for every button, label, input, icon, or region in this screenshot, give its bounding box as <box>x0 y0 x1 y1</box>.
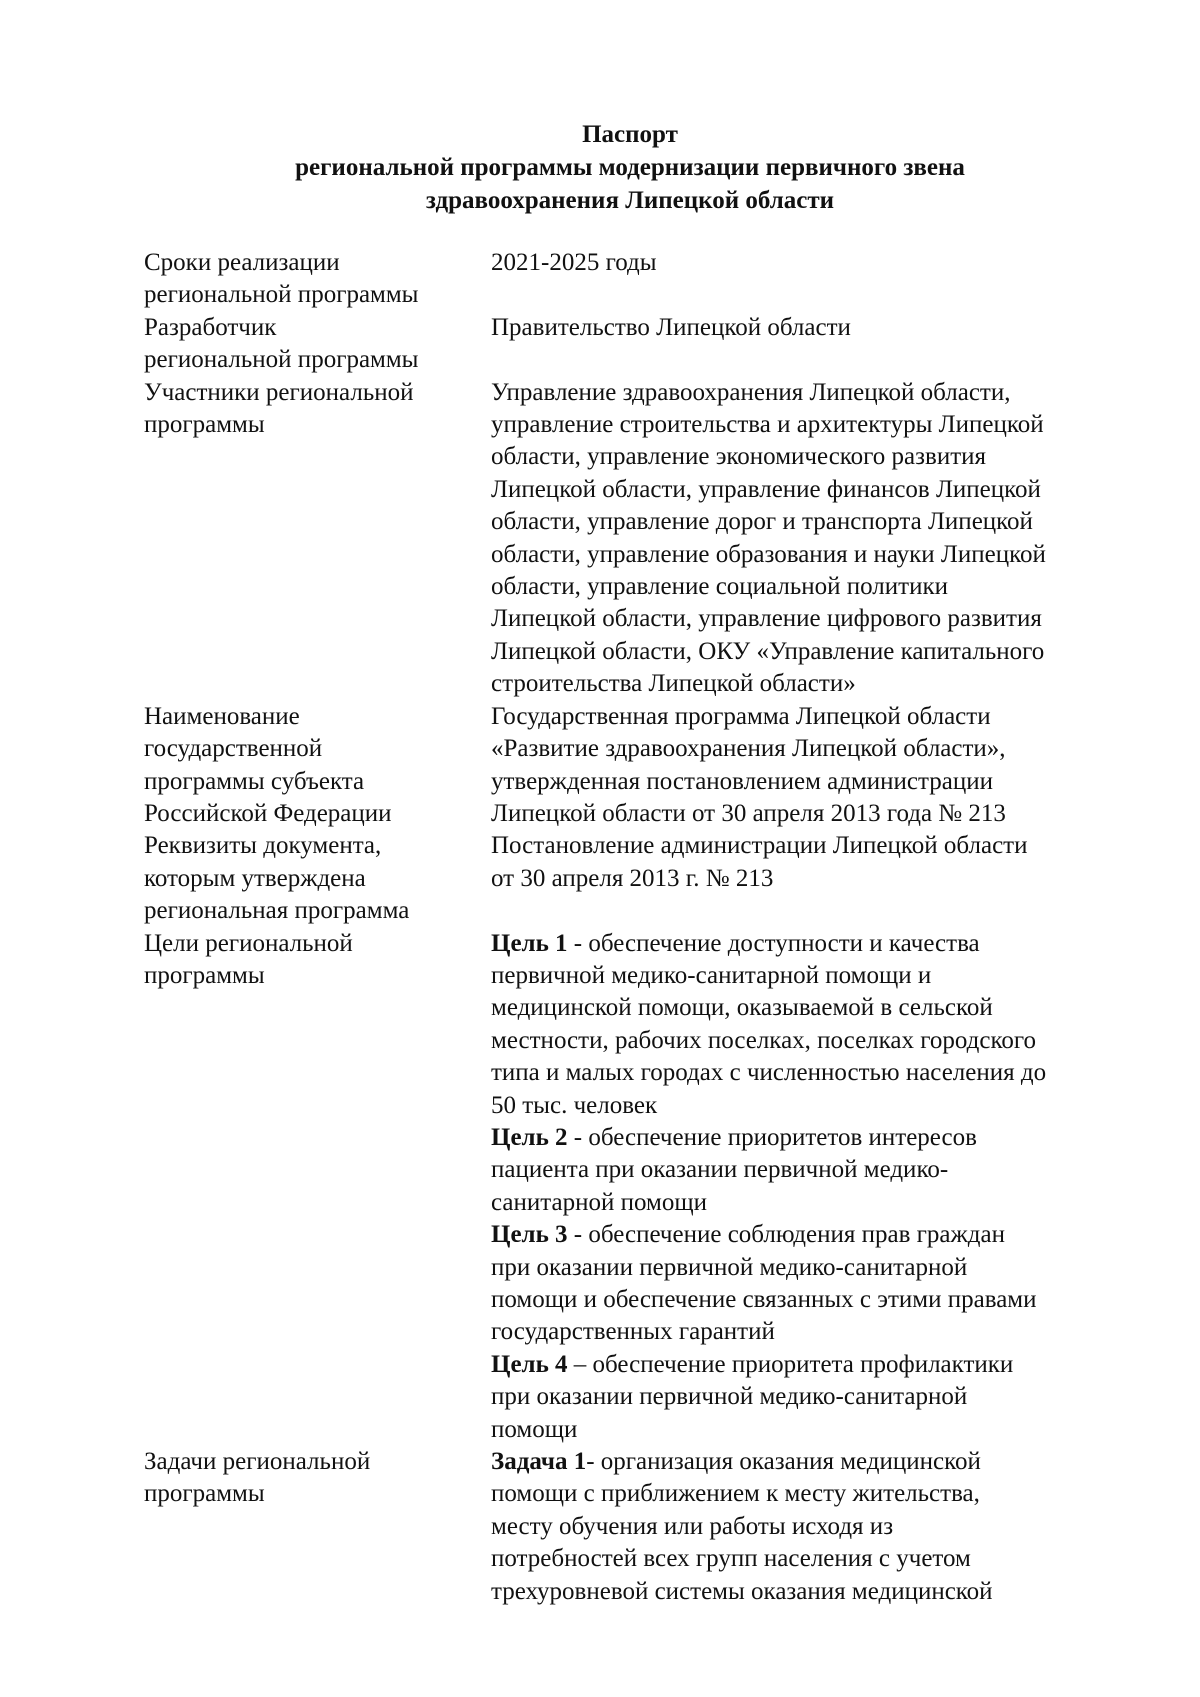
goal-title: Цель 3 <box>491 1221 568 1249</box>
value-line: Липецкой области, управление цифрового развития <box>491 605 1042 633</box>
goal-4 <box>491 1349 1124 1446</box>
value-line: утвержденная постановлением администрации <box>491 767 993 795</box>
label-line: программы <box>144 1480 265 1508</box>
label-line: Разработчик <box>144 313 277 341</box>
value-line: 50 тыс. человек <box>491 1091 658 1119</box>
value-line: управление строительства и архитектуры Липецкой <box>491 411 1044 439</box>
row-value <box>491 701 1124 831</box>
goal-1 <box>491 928 1124 1122</box>
value-line: области, управление образования и науки Липецкой <box>491 540 1046 568</box>
row-label <box>144 377 491 701</box>
row-goals <box>144 928 1124 1447</box>
value-line: при оказании первичной медико-санитарной <box>491 1383 968 1411</box>
row-value <box>491 247 1124 312</box>
label-line: региональной программы <box>144 346 419 374</box>
value-line: месту обучения или работы исходя из <box>491 1512 894 1540</box>
row-state-program <box>144 701 1124 831</box>
value-line: типа и малых городах с численностью населения до <box>491 1059 1047 1087</box>
label-line: программы <box>144 411 265 439</box>
value-line: помощи с приближением к месту жительства, <box>491 1480 980 1508</box>
value-line: Управление здравоохранения Липецкой области, <box>491 378 1011 406</box>
value-line <box>491 1219 1124 1251</box>
label-line: региональная программа <box>144 897 410 925</box>
title-line-3: здравоохранения Липецкой области <box>425 187 835 214</box>
row-value <box>491 377 1124 701</box>
label-line: государственной <box>144 735 323 763</box>
row-label <box>144 247 491 312</box>
value-line <box>491 1122 1124 1154</box>
label-line: Сроки реализации <box>144 249 340 276</box>
row-value <box>491 1446 1124 1608</box>
label-line: Задачи региональной <box>144 1448 371 1476</box>
goal-title: Цель 4 <box>491 1350 568 1378</box>
value-line: Липецкой области от 30 апреля 2013 года № 213 <box>491 799 1006 827</box>
value-line: от 30 апреля 2013 г. № 213 <box>491 864 774 892</box>
row-value <box>491 830 1124 927</box>
row-label <box>144 1446 491 1608</box>
value-line: Правительство Липецкой области <box>491 313 851 341</box>
title-line-2: региональной программы модернизации первичного звена <box>295 154 965 181</box>
value-line: помощи и обеспечение связанных с этими правами <box>491 1286 1037 1313</box>
value-line: первичной медико-санитарной помощи и <box>491 961 932 989</box>
value-line <box>491 928 1124 960</box>
value-line: потребностей всех групп населения с учетом <box>491 1545 971 1573</box>
task-1 <box>491 1446 1124 1608</box>
value-line: области, управление социальной политики <box>491 573 948 601</box>
value-line: Липецкой области, управление финансов Липецкой <box>491 475 1041 503</box>
passport-table <box>144 247 1124 1608</box>
row-developer <box>144 312 1124 377</box>
value-line: помощи <box>491 1415 578 1443</box>
value-line: местности, рабочих поселках, поселках городского <box>491 1026 1036 1054</box>
row-label <box>144 701 491 831</box>
task-title: Задача 1 <box>491 1448 587 1476</box>
goal-2 <box>491 1122 1124 1219</box>
value-line: области, управление экономического развития <box>491 443 987 471</box>
value-line: санитарной помощи <box>491 1188 707 1216</box>
value-line: пациента при оказании первичной медико- <box>491 1156 949 1184</box>
goal-text: - обеспечение соблюдения прав граждан <box>567 1221 1005 1249</box>
goal-text: - обеспечение приоритетов интересов <box>567 1123 977 1151</box>
label-line: Реквизиты документа, <box>144 832 382 860</box>
value-line: государственных гарантий <box>491 1318 775 1346</box>
row-period <box>144 247 1124 312</box>
label-line: Российской Федерации <box>144 799 392 827</box>
label-line: Цели региональной <box>144 929 353 957</box>
value-line: строительства Липецкой области» <box>491 670 856 698</box>
label-line: программы субъекта <box>144 767 365 795</box>
value-line: «Развитие здравоохранения Липецкой области», <box>491 735 1006 763</box>
label-line: которым утверждена <box>144 864 366 892</box>
value-line: Государственная программа Липецкой области <box>491 702 991 730</box>
value-line: области, управление дорог и транспорта Липецкой <box>491 508 1033 536</box>
value-line: Постановление администрации Липецкой области <box>491 832 1028 860</box>
goal-title: Цель 1 <box>491 929 568 957</box>
label-line: Наименование <box>144 702 300 730</box>
row-label <box>144 830 491 927</box>
goal-text: – обеспечение приоритета профилактики <box>567 1350 1014 1378</box>
label-line: программы <box>144 961 265 989</box>
goal-title: Цель 2 <box>491 1123 568 1151</box>
page-title <box>0 118 1200 217</box>
task-text: - организация оказания медицинской <box>586 1448 981 1476</box>
row-value <box>491 928 1124 1447</box>
value-line: при оказании первичной медико-санитарной <box>491 1253 968 1281</box>
value-line: медицинской помощи, оказываемой в сельской <box>491 994 993 1022</box>
value-line <box>491 1446 1124 1478</box>
row-value <box>491 312 1124 377</box>
title-line-1: Паспорт <box>582 121 678 148</box>
goal-3 <box>491 1219 1124 1349</box>
row-tasks <box>144 1446 1124 1608</box>
value-line: 2021-2025 годы <box>491 249 657 276</box>
value-line: Липецкой области, ОКУ «Управление капитального <box>491 637 1045 665</box>
row-label <box>144 312 491 377</box>
row-participants <box>144 377 1124 701</box>
label-line: Участники региональной <box>144 378 414 406</box>
row-document <box>144 830 1124 927</box>
value-line <box>491 1349 1124 1381</box>
value-line: трехуровневой системы оказания медицинской <box>491 1577 993 1605</box>
row-label <box>144 928 491 1447</box>
goal-text: - обеспечение доступности и качества <box>567 929 980 957</box>
label-line: региональной программы <box>144 281 419 309</box>
